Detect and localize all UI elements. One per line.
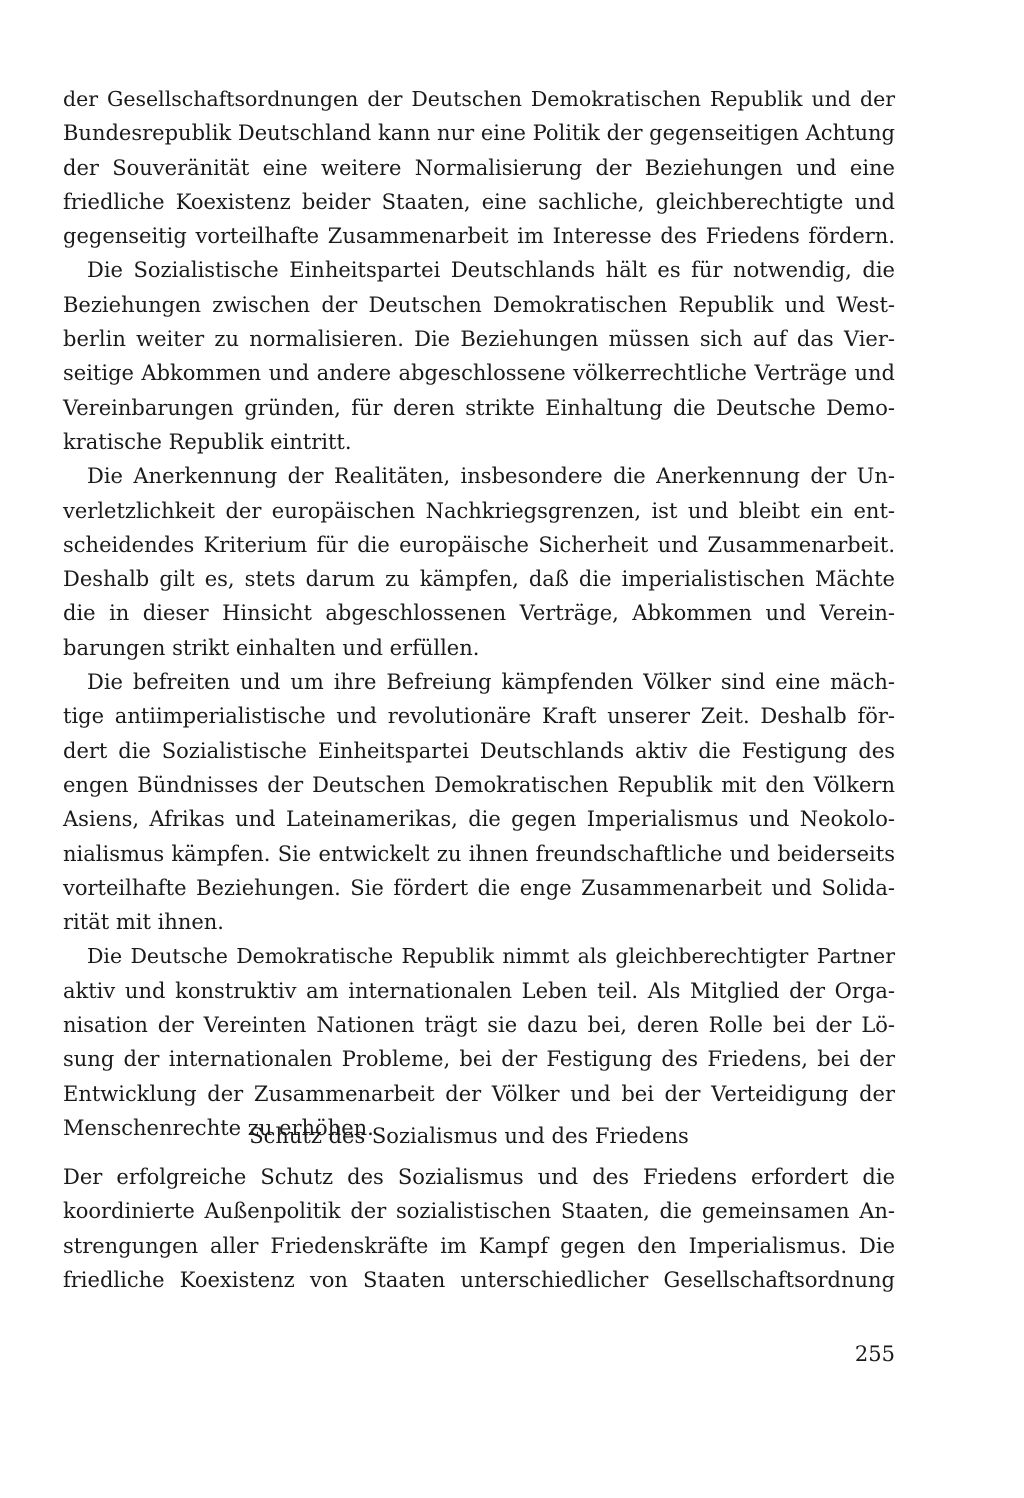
text-line: tige antiimperialistische und revolutionäre Kraft unserer Zeit. Deshalb för- xyxy=(63,704,895,729)
text-line: Die Deutsche Demokratische Republik nimmt als gleichberechtigter Partner xyxy=(87,944,895,969)
text-line: nisation der Vereinten Nationen trägt sie dazu bei, deren Rolle bei der Lö- xyxy=(63,1013,895,1038)
text-line: Die Sozialistische Einheitspartei Deutschlands hält es für notwendig, die xyxy=(87,258,895,283)
text-line: Deshalb gilt es, stets darum zu kämpfen, daß die imperialistischen Mächte xyxy=(63,567,895,592)
text-line: Menschenrechte zu erhöhen. xyxy=(63,1115,374,1140)
text-line: Asiens, Afrikas und Lateinamerikas, die gegen Imperialismus und Neokolo- xyxy=(63,807,895,832)
text-line: dert die Sozialistische Einheitspartei Deutschlands aktiv die Festigung des xyxy=(63,738,895,763)
text-line: Entwicklung der Zusammenarbeit der Völker und bei der Verteidigung der xyxy=(63,1081,895,1106)
text-line: friedliche Koexistenz beider Staaten, eine sachliche, gleichberechtigte und xyxy=(63,189,895,214)
text-line: berlin weiter zu normalisieren. Die Beziehungen müssen sich auf das Vier- xyxy=(63,327,895,352)
text-line: vorteilhafte Beziehungen. Sie fördert die enge Zusammenarbeit und Solida- xyxy=(63,875,895,900)
text-line: die in dieser Hinsicht abgeschlossenen Verträge, Abkommen und Verein- xyxy=(63,601,895,626)
text-line: kratische Republik eintritt. xyxy=(63,429,352,454)
text-line: der Gesellschaftsordnungen der Deutschen Demokratischen Republik und der xyxy=(63,87,895,111)
text-line: friedliche Koexistenz von Staaten unterschiedlicher Gesellschaftsordnung xyxy=(63,1267,895,1292)
body-text-upper xyxy=(63,82,895,1145)
text-line: Vereinbarungen gründen, für deren strikte Einhaltung die Deutsche Demo- xyxy=(63,395,895,420)
text-line: rität mit ihnen. xyxy=(63,910,224,935)
text-line: der Souveränität eine weitere Normalisierung der Beziehungen und eine xyxy=(63,155,895,180)
page-number: 255 xyxy=(854,1342,895,1366)
text-line: sung der internationalen Probleme, bei der Festigung des Friedens, bei der xyxy=(63,1047,895,1072)
text-line: strengungen aller Friedenskräfte im Kampf gegen den Imperialismus. Die xyxy=(63,1233,895,1258)
text-line: Beziehungen zwischen der Deutschen Demokratischen Republik und West- xyxy=(63,292,895,317)
text-line: scheidendes Kriterium für die europäische Sicherheit und Zusammenarbeit. xyxy=(63,532,895,557)
text-line: seitige Abkommen und andere abgeschlossene völkerrechtliche Verträge und xyxy=(63,361,895,386)
text-line: Die befreiten und um ihre Befreiung kämpfenden Völker sind eine mäch- xyxy=(87,670,895,695)
text-line: engen Bündnisses der Deutschen Demokratischen Republik mit den Völkern xyxy=(63,772,895,797)
body-text-lower xyxy=(63,1160,895,1297)
text-line: nialismus kämpfen. Sie entwickelt zu ihnen freundschaftliche und beiderseits xyxy=(63,841,895,866)
text-line: gegenseitig vorteilhafte Zusammenarbeit im Interesse des Friedens fördern. xyxy=(63,224,895,249)
text-line: Die Anerkennung der Realitäten, insbesondere die Anerkennung der Un- xyxy=(87,464,895,489)
text-line: verletzlichkeit der europäischen Nachkriegsgrenzen, ist und bleibt ein ent- xyxy=(63,498,895,523)
section-heading: Schutz des Sozialismus und des Friedens xyxy=(249,1124,689,1148)
text-line: Bundesrepublik Deutschland kann nur eine Politik der gegenseitigen Achtung xyxy=(63,121,895,146)
text-line: Der erfolgreiche Schutz des Sozialismus und des Friedens erfordert die xyxy=(63,1165,895,1189)
text-line: barungen strikt einhalten und erfüllen. xyxy=(63,635,480,660)
text-line: koordinierte Außenpolitik der sozialistischen Staaten, die gemeinsamen An- xyxy=(63,1199,895,1224)
text-line: aktiv und konstruktiv am internationalen Leben teil. Als Mitglied der Orga- xyxy=(63,978,895,1003)
